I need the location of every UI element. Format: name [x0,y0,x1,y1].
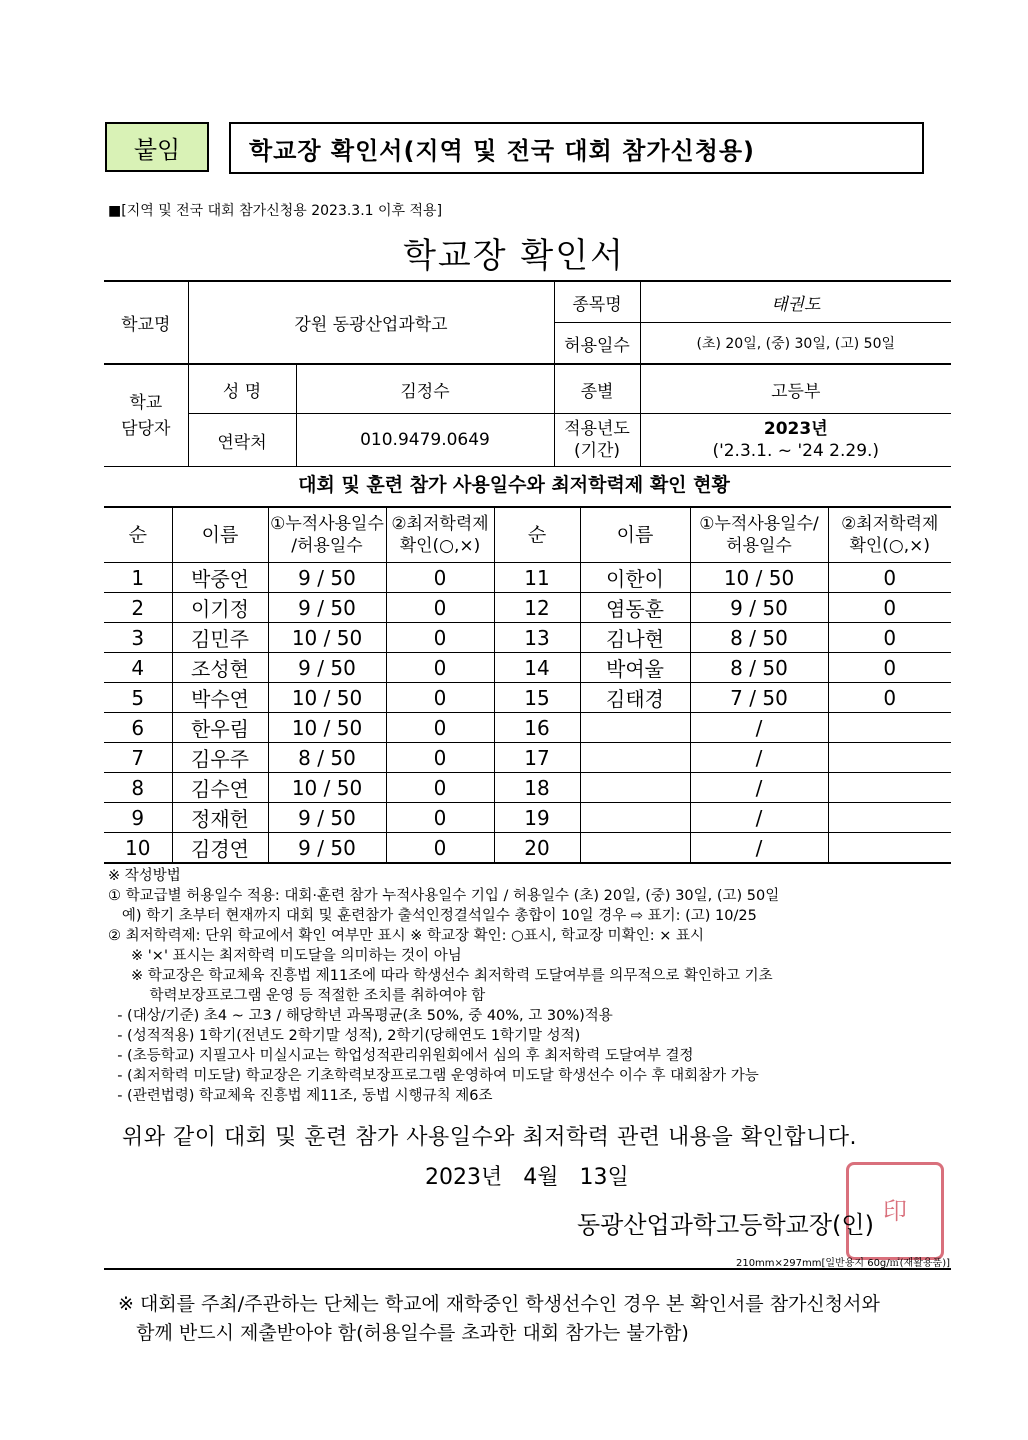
page-title: 학교장 확인서 [403,236,625,276]
row-check: 0 [386,653,494,683]
seal-glyph: 印 [883,1197,907,1225]
note-line: - (성적적용) 1학기(전년도 2학기말 성적), 2학기(당해연도 1학기말 성적) [108,1028,581,1044]
year-label [554,414,640,467]
footnote-line1: ※ 대회를 주최/주관하는 단체는 학교에 재학중인 학생선수인 경우 본 확인서를 참가신청서와 [118,1293,880,1315]
table-row [104,593,951,623]
note-line: ① 학교급별 허용일수 적용: 대회·훈련 참가 누적사용일수 기입 / 허용일수 (초) 20일, (중) 30일, (고) 50일 [108,888,780,904]
row-check [828,713,951,743]
row-name: 김경연 [172,833,268,864]
row-no: 4 [104,653,172,683]
row-no: 7 [104,743,172,773]
col-no-header: 순 [104,507,172,563]
row-days: / [690,803,828,833]
row-name [580,713,690,743]
division-value: 고등부 [640,364,951,414]
row-no: 15 [494,683,580,713]
table-row [104,653,951,683]
row-name: 이기정 [172,593,268,623]
row-days: 9 / 50 [268,593,386,623]
document-box-title: 학교장 확인서(지역 및 전국 대회 참가신청용) [229,122,924,174]
row-name: 김나현 [580,623,690,653]
row-no: 18 [494,773,580,803]
row-no: 2 [104,593,172,623]
row-name: 김민주 [172,623,268,653]
col-name-header: 이름 [172,507,268,563]
year-value-main: 2023년 [763,419,828,439]
col-days-header-right-line2: 허용일수 [726,536,792,556]
row-days: 9 / 50 [268,563,386,593]
table-row [104,743,951,773]
year-value-period: ('2.3.1. ~ '24 2.29.) [712,441,880,461]
col-days-header-right [690,507,828,563]
row-days: / [690,743,828,773]
row-days: / [690,833,828,864]
col-days-header [268,507,386,563]
row-check [828,743,951,773]
table-row [104,563,951,593]
row-name: 한우림 [172,713,268,743]
col-check-header-right-line2: 확인(○,×) [849,536,931,556]
confirmation-statement: 위와 같이 대회 및 훈련 참가 사용일수와 최저학력 관련 내용을 확인합니다. [122,1125,857,1150]
school-value: 강원 동광산업과학고 [188,281,554,364]
col-check-header [386,507,494,563]
row-no: 16 [494,713,580,743]
row-name: 박수연 [172,683,268,713]
row-days: 10 / 50 [268,623,386,653]
apply-note: ■[지역 및 전국 대회 참가신청용 2023.3.1 이후 적용] [108,203,443,219]
col-check-header-line1: ②최저학력제 [391,514,489,534]
row-name: 김태경 [580,683,690,713]
table-row [104,683,951,713]
table-row [104,623,951,653]
row-check: 0 [828,593,951,623]
row-name: 정재헌 [172,803,268,833]
participant-table [104,506,951,864]
sport-value: 태권도 [640,281,951,323]
note-line: - (최저학력 미도달) 학교장은 기초학력보장프로그램 운영하여 미도달 학생선수 이수 후 대회참가 가능 [108,1068,759,1084]
row-no: 1 [104,563,172,593]
row-check: 0 [386,593,494,623]
note-line: - (대상/기준) 초4 ~ 고3 / 해당학년 과목평균(초 50%, 중 40%, 고 30%)적용 [108,1008,613,1024]
footnote [118,1290,880,1348]
row-days: 7 / 50 [690,683,828,713]
col-name-header-right: 이름 [580,507,690,563]
row-days: / [690,773,828,803]
row-days: 9 / 50 [268,653,386,683]
row-check [828,803,951,833]
row-name: 이한이 [580,563,690,593]
issue-date: 2023년 4월 13일 [425,1165,629,1190]
table-row [104,773,951,803]
row-days: 10 / 50 [268,773,386,803]
row-check [828,773,951,803]
note-line: ※ '×' 표시는 최저학력 미도달을 의미하는 것이 아님 [108,948,462,964]
row-check [828,833,951,864]
year-label-line2: (기간) [573,441,621,461]
note-line: ※ 학교장은 학교체육 진흥법 제11조에 따라 학생선수 최저학력 도달여부를 의무적으로 확인하고 기초 [108,968,773,984]
note-line: - (관련법령) 학교체육 진흥법 제11조, 동법 시행규칙 제6조 [108,1088,493,1104]
contact-label: 연락처 [188,414,296,467]
row-days: 10 / 50 [268,683,386,713]
staff-label-line1: 학교 [129,392,163,413]
note-line: ② 최저학력제: 단위 학교에서 확인 여부만 표시 ※ 학교장 확인: ○표시, 학교장 미확인: × 표시 [108,928,704,944]
sport-label: 종목명 [554,281,640,323]
row-name [580,743,690,773]
row-days: 8 / 50 [268,743,386,773]
col-check-header-line2: 확인(○,×) [399,536,481,556]
division-label: 종별 [554,364,640,414]
row-check: 0 [386,803,494,833]
staff-label [104,364,188,467]
paper-spec: 210mm×297mm[일반용지 60g/㎡(재활용품)] [735,1258,950,1269]
note-line: ※ 작성방법 [108,868,181,884]
name-value: 김정수 [296,364,554,414]
note-line: 예) 학기 초부터 현재까지 대회 및 훈련참가 출석인정결석일수 총합이 10일 경우 ⇨ 표기: (고) 10/25 [108,908,757,924]
row-no: 10 [104,833,172,864]
row-name [580,833,690,864]
row-check: 0 [386,683,494,713]
row-check: 0 [386,713,494,743]
row-days: / [690,713,828,743]
year-value [640,414,951,467]
row-check: 0 [828,563,951,593]
row-no: 3 [104,623,172,653]
row-days: 10 / 50 [268,713,386,743]
row-name: 조성현 [172,653,268,683]
school-signature: 동광산업과학고등학교장(인) [577,1211,874,1239]
row-check: 0 [386,623,494,653]
school-label: 학교명 [104,281,188,364]
col-no-header-right: 순 [494,507,580,563]
contact-value: 010.9479.0649 [296,414,554,467]
row-no: 8 [104,773,172,803]
row-check: 0 [386,563,494,593]
row-no: 6 [104,713,172,743]
row-no: 17 [494,743,580,773]
row-check: 0 [828,683,951,713]
days-value: (초) 20일, (중) 30일, (고) 50일 [640,323,951,365]
row-check: 0 [828,653,951,683]
row-name: 박중언 [172,563,268,593]
row-name [580,773,690,803]
row-days: 10 / 50 [690,563,828,593]
row-days: 8 / 50 [690,623,828,653]
row-name: 염동훈 [580,593,690,623]
col-days-header-line2: /허용일수 [291,536,363,556]
row-no: 13 [494,623,580,653]
note-line: 학력보장프로그램 운영 등 적절한 조치를 취하여야 함 [108,988,486,1004]
name-label: 성 명 [188,364,296,414]
row-name: 박여울 [580,653,690,683]
divider [104,1268,951,1270]
row-name [580,803,690,833]
section-title: 대회 및 훈련 참가 사용일수와 최저학력제 확인 현황 [298,474,730,496]
row-no: 19 [494,803,580,833]
row-name: 김우주 [172,743,268,773]
row-name: 김수연 [172,773,268,803]
table-row [104,803,951,833]
table-row [104,713,951,743]
row-check: 0 [386,773,494,803]
footnote-line2: 함께 반드시 제출받아야 함(허용일수를 초과한 대회 참가는 불가함) [118,1322,689,1344]
row-days: 9 / 50 [690,593,828,623]
year-label-line1: 적용년도 [564,419,630,439]
note-line: - (초등학교) 지필고사 미실시교는 학업성적관리위원회에서 심의 후 최저학력 도달여부 결정 [108,1048,694,1064]
row-no: 11 [494,563,580,593]
col-check-header-right-line1: ②최저학력제 [841,514,939,534]
row-check: 0 [386,833,494,864]
staff-label-line2: 담당자 [121,418,171,439]
col-days-header-right-line1: ①누적사용일수/ [699,514,819,534]
days-label: 허용일수 [554,323,640,365]
attachment-label: 붙임 [105,122,209,172]
row-no: 12 [494,593,580,623]
row-days: 8 / 50 [690,653,828,683]
row-days: 9 / 50 [268,833,386,864]
row-check: 0 [386,743,494,773]
row-no: 20 [494,833,580,864]
instructions [108,866,958,1106]
row-no: 9 [104,803,172,833]
info-table [104,280,951,467]
row-days: 9 / 50 [268,803,386,833]
table-row [104,833,951,864]
col-days-header-line1: ①누적사용일수 [270,514,384,534]
row-no: 14 [494,653,580,683]
col-check-header-right [828,507,951,563]
row-no: 5 [104,683,172,713]
row-check: 0 [828,623,951,653]
